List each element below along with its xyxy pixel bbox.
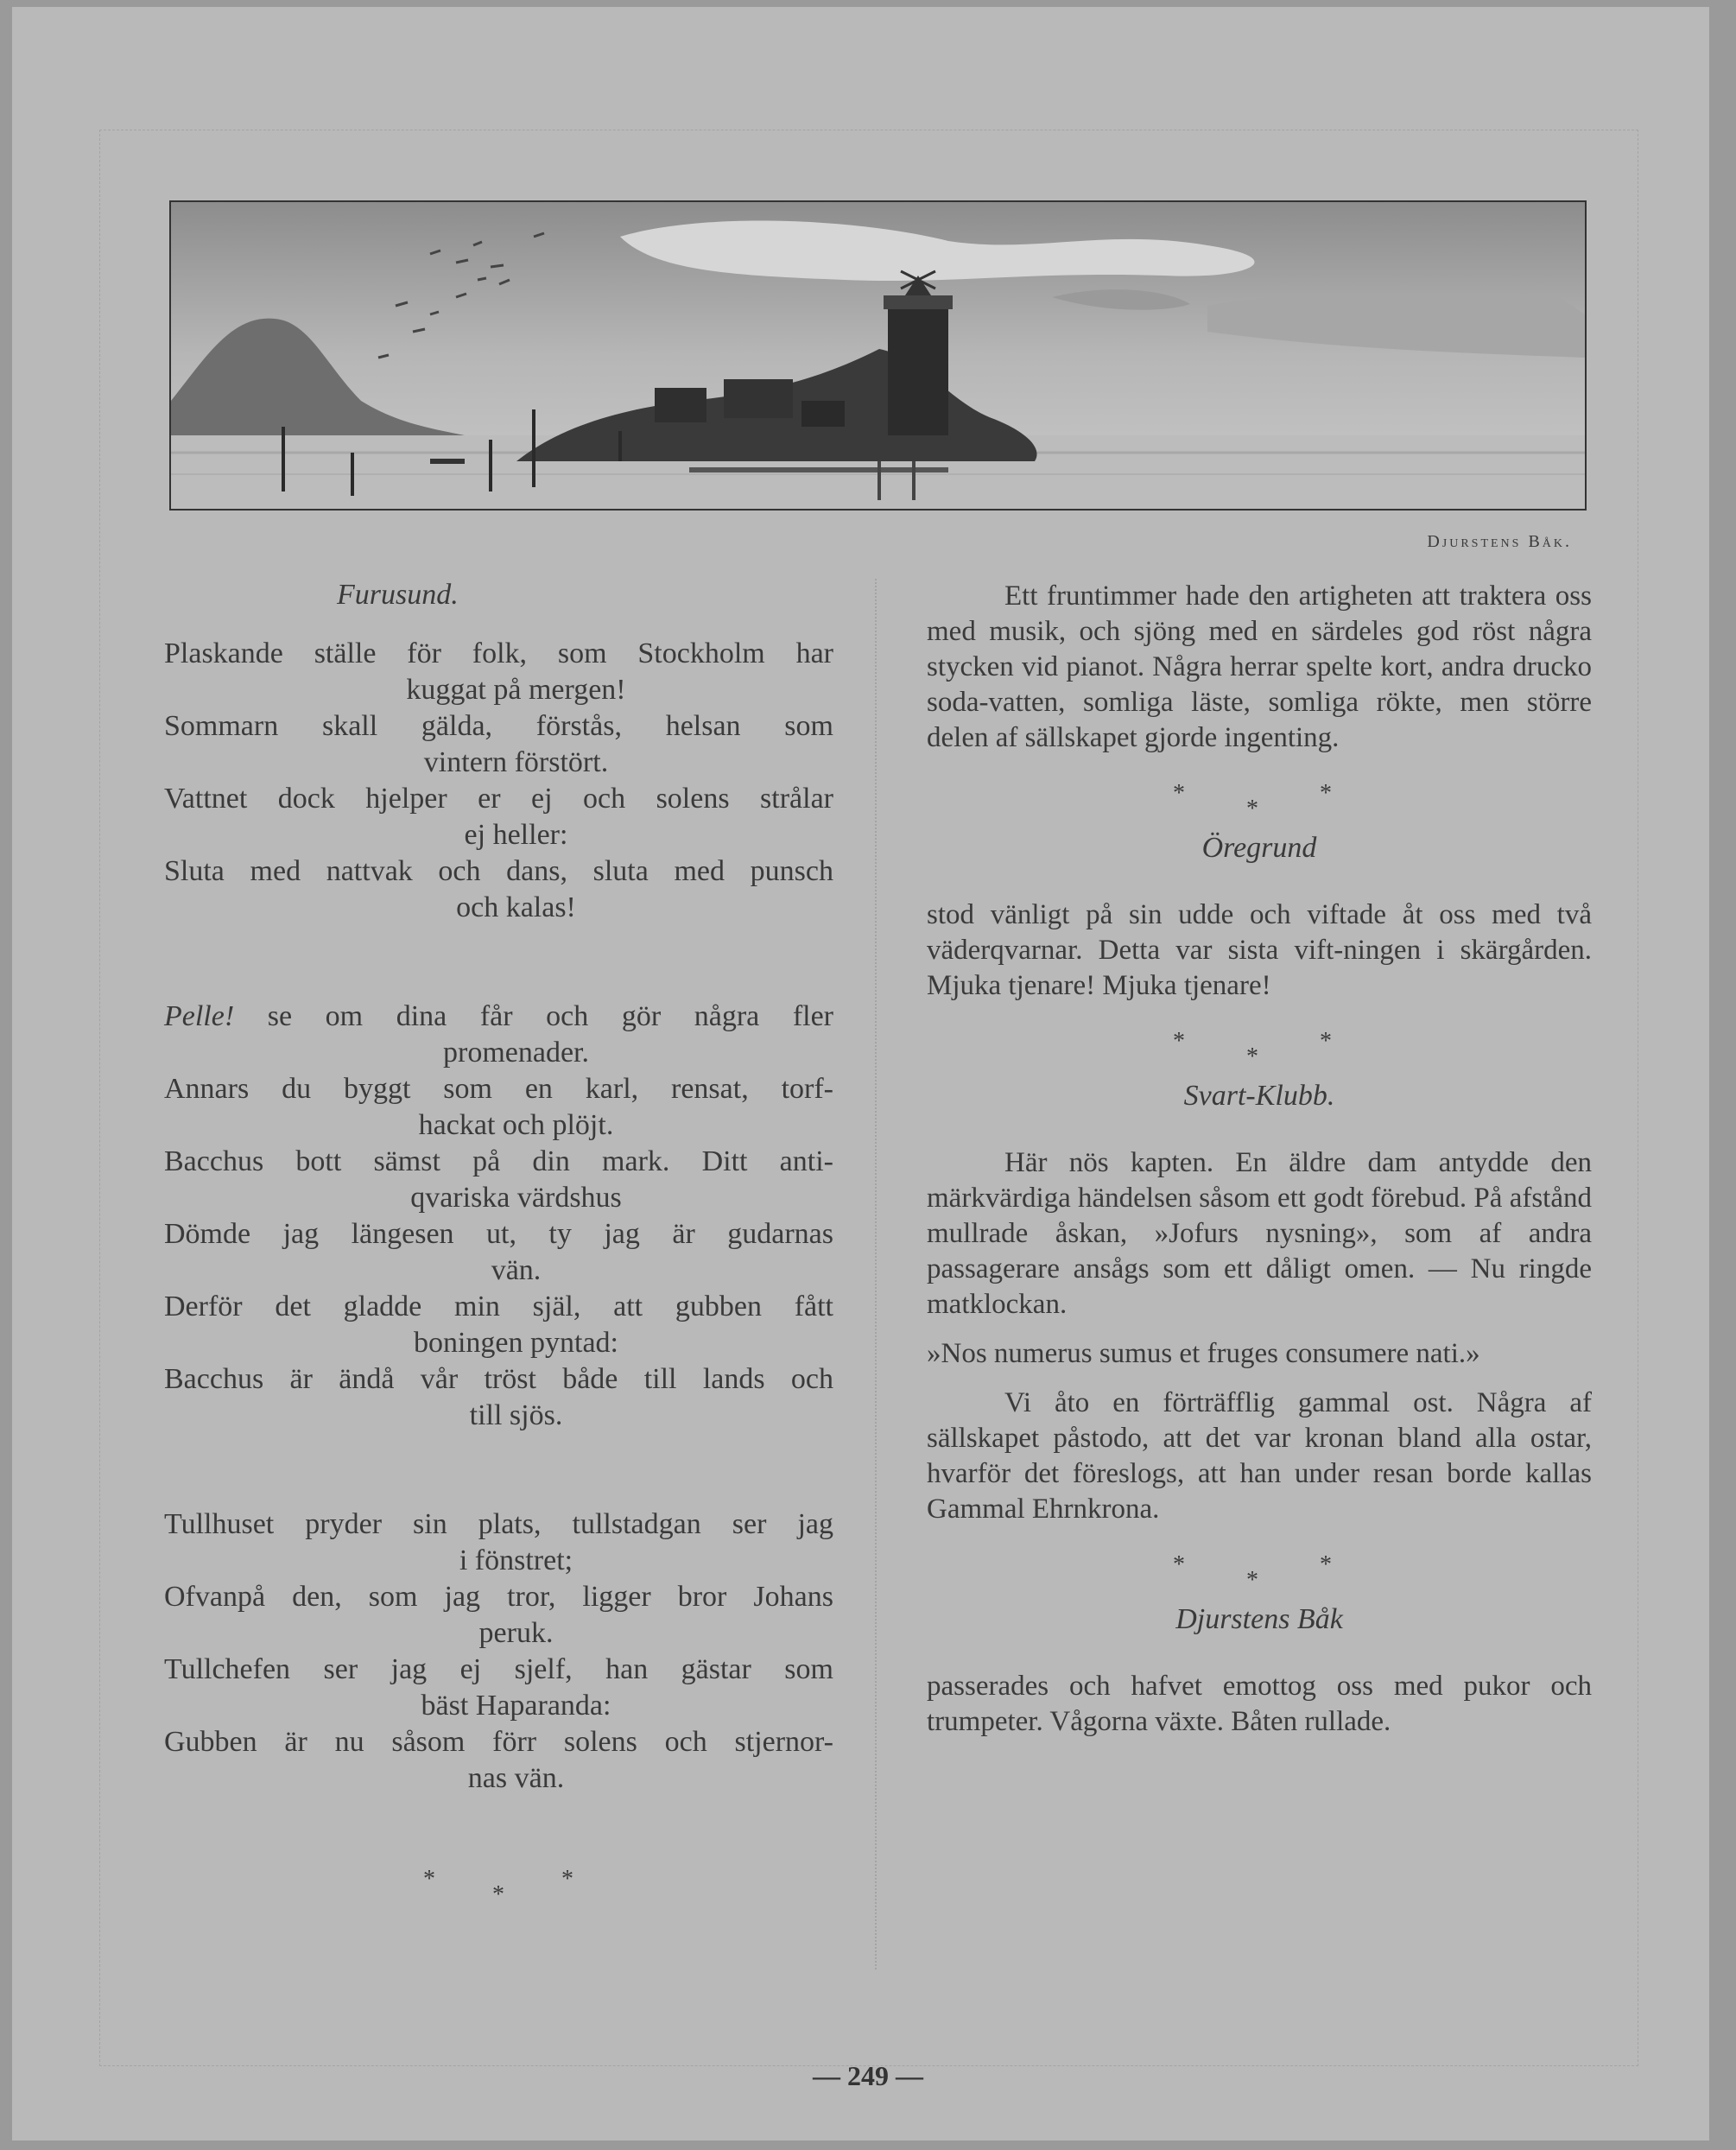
- heading-oregrund: Öregrund: [1201, 832, 1317, 864]
- verse-line: Bacchus bott sämst på din mark. Ditt anti-: [164, 1145, 833, 1177]
- verse-line: bäst Haparanda:: [421, 1690, 611, 1722]
- illustration-caption: Djurstens Båk.: [1427, 532, 1572, 551]
- verse-line: Bacchus är ändå vår tröst både till lands och: [164, 1363, 833, 1395]
- asterism: [164, 1866, 833, 1935]
- stanza-2: [164, 999, 833, 1434]
- verse-line: Derför det gladde min själ, att gubben fått: [164, 1291, 833, 1322]
- paragraph: Vi åto en förträfflig gammal ost. Några af sällskapet påstodo, att det var kronan bland alla ostar, hvarför det föreslogs, att han under resan borde kallas Gammal Ehrnkrona.: [927, 1387, 1592, 1525]
- verse-line: vintern förstört.: [423, 746, 609, 778]
- verse-line: Tullchefen ser jag ej sjelf, han gästar som: [164, 1653, 833, 1685]
- stanza-1: [164, 636, 833, 926]
- heading-djurstens-bak: Djurstens Båk: [1175, 1603, 1343, 1635]
- verse-line: och kalas!: [456, 891, 576, 923]
- asterisk: *: [1173, 780, 1185, 807]
- verse-line: Annars du byggt som en karl, rensat, torf-: [164, 1073, 833, 1105]
- asterisk: *: [1246, 796, 1258, 822]
- verse-line: Sluta med nattvak och dans, sluta med punsch: [164, 855, 833, 887]
- verse-line: Vattnet dock hjelper er ej och solens strålar: [164, 783, 833, 815]
- verse-line: peruk.: [478, 1617, 554, 1649]
- verse-line: Sommarn skall gälda, förstås, helsan som: [164, 710, 833, 742]
- asterisk: *: [1320, 1551, 1332, 1578]
- asterisk: *: [1173, 1551, 1185, 1578]
- verse-line: Plaskande ställe för folk, som Stockholm har: [164, 637, 833, 669]
- heading-furusund: Furusund.: [337, 579, 459, 611]
- paragraph: passerades och hafvet emottog oss med pukor och trumpeter. Vågorna växte. Båten rullade.: [927, 1671, 1592, 1737]
- left-column: [164, 579, 833, 1935]
- asterisk: *: [1320, 1028, 1332, 1055]
- asterism: [927, 780, 1592, 832]
- asterisk: *: [1246, 1567, 1258, 1594]
- stanza-3: [164, 1506, 833, 1797]
- verse-line: Ofvanpå den, som jag tror, ligger bror Johans: [164, 1581, 833, 1613]
- verse-line: kuggat på mergen!: [406, 674, 626, 706]
- latin-quote: »Nos numerus sumus et fruges consumere nati.»: [927, 1338, 1480, 1369]
- pelle-name: Pelle!: [164, 1000, 235, 1032]
- verse-line: boningen pyntad:: [413, 1327, 619, 1359]
- asterisk: *: [1246, 1043, 1258, 1070]
- asterisk: *: [492, 1881, 504, 1908]
- verse-line: promenader.: [443, 1037, 589, 1069]
- verse-line: i fönstret;: [459, 1544, 573, 1576]
- column-divider: [875, 579, 877, 1969]
- verse-line: nas vän.: [467, 1762, 565, 1794]
- asterisk: *: [1320, 780, 1332, 807]
- verse-line: vän.: [491, 1254, 542, 1286]
- verse-line: [164, 999, 833, 1035]
- verse-line: hackat och plöjt.: [418, 1109, 614, 1141]
- right-column: [927, 579, 1592, 1740]
- paragraph: stod vänligt på sin udde och viftade åt oss med två väderqvarnar. Detta var sista vift-ningen i skärgården. Mjuka tjenare! Mjuka tjenare!: [927, 899, 1592, 1001]
- verse-line: Gubben är nu såsom förr solens och stjernor-: [164, 1726, 833, 1758]
- heading-svart-klubb: Svart-Klubb.: [1183, 1080, 1335, 1112]
- paragraph: Ett fruntimmer hade den artigheten att traktera oss med musik, och sjöng med en särdeles god röst några stycken vid pianot. Några herrar spelte kort, andra drucko soda-vatten, somliga läste, somliga rökte, men större delen af sällskapet gjorde ingenting.: [927, 580, 1592, 753]
- verse-line: Dömde jag längesen ut, ty jag är gudarnas: [164, 1218, 833, 1250]
- asterisk: *: [561, 1866, 573, 1893]
- verse-line: qvariska värdshus: [410, 1182, 622, 1214]
- page-number: — 249 —: [813, 2060, 923, 2091]
- asterisk: *: [423, 1866, 435, 1893]
- verse-line: ej heller:: [464, 819, 568, 851]
- verse-line: Tullhuset pryder sin plats, tullstadgan ser jag: [164, 1508, 833, 1540]
- asterisk: *: [1173, 1028, 1185, 1055]
- paragraph: Här nös kapten. En äldre dam antydde den märkvärdiga händelsen såsom ett godt förebud. På afstånd mullrade åskan, »Jofurs nysning», som af andra passagerare ansågs som ett dåligt omen. — Nu ringde matklockan.: [927, 1147, 1592, 1320]
- asterism: [927, 1551, 1592, 1603]
- verse-line-rest: se om dina får och gör några fler: [234, 1000, 833, 1032]
- lighthouse-illustration: [169, 200, 1587, 511]
- asterism: [927, 1028, 1592, 1080]
- verse-line: till sjös.: [469, 1399, 563, 1431]
